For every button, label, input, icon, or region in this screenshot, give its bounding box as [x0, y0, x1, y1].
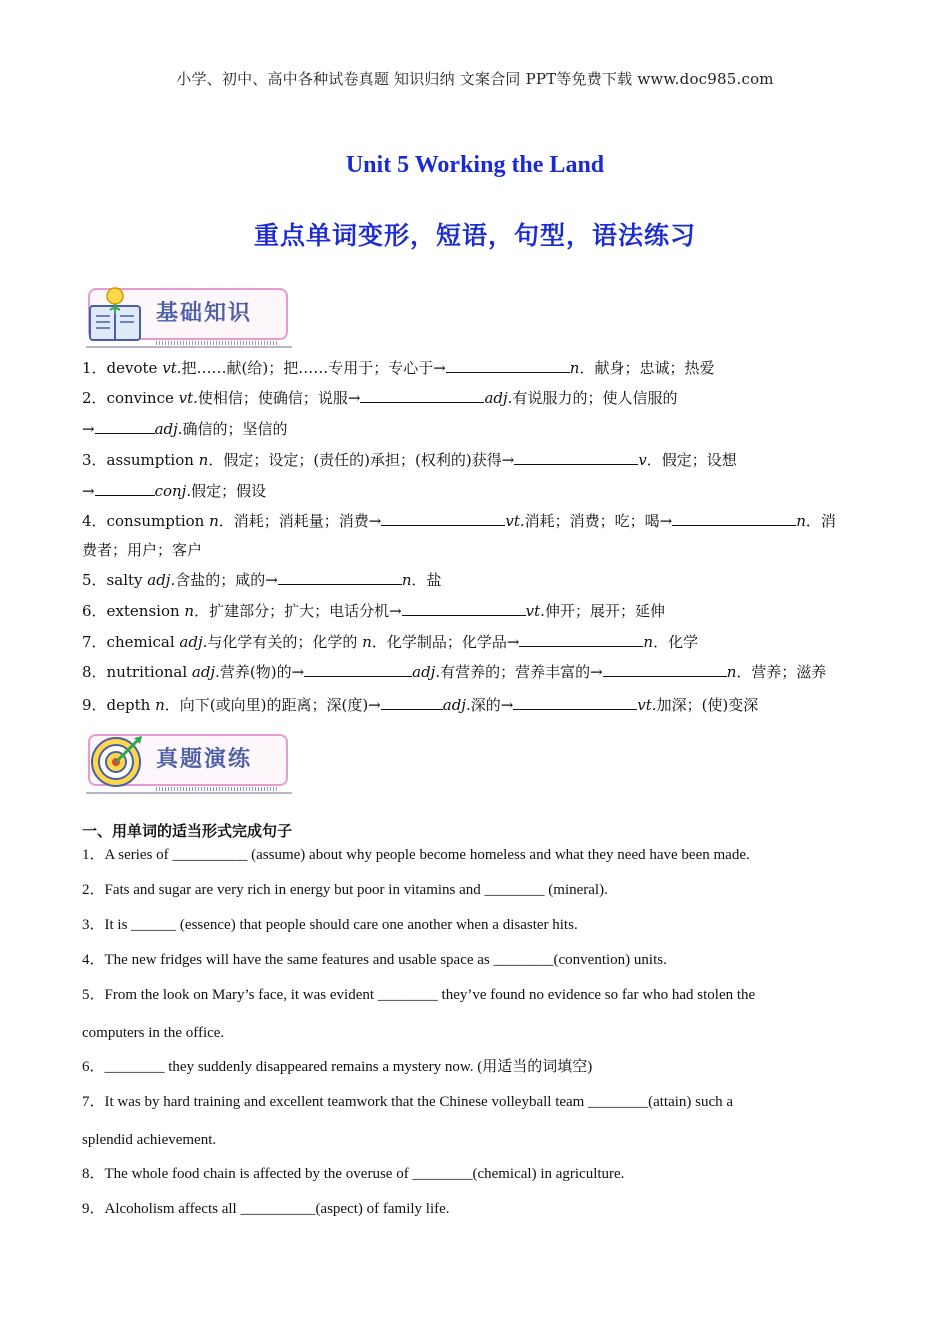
answer-blank[interactable]	[402, 602, 526, 616]
vocab-item-9: 9．depth n．向下(或向里)的距离；深(度)→ adj.深的→ vt.加深；(使)变深	[82, 696, 759, 714]
vocab-item-6: 6．extension n．扩建部分；扩大；电话分机→ vt.伸开；展开；延伸	[82, 602, 665, 620]
question-9: 9．Alcoholism affects all __________(aspect) of family life.	[82, 1201, 450, 1217]
question-8: 8．The whole food chain is affected by the overuse of ________(chemical) in agriculture.	[82, 1166, 625, 1182]
vocab-item-4-cont: 费者；用户；客户	[82, 541, 203, 559]
answer-blank[interactable]	[519, 633, 643, 647]
answer-blank[interactable]	[278, 571, 402, 585]
section-badge-practice	[82, 730, 292, 796]
vocab-item-5: 5．salty adj.含盐的；咸的→ n．盐	[82, 571, 442, 589]
badge-ticks	[156, 341, 278, 345]
question-4: 4．The new fridges will have the same features and usable space as ________(convention) units.	[82, 952, 667, 968]
answer-blank[interactable]	[603, 663, 727, 677]
question-6: 6．________ they suddenly disappeared remains a mystery now. (用适当的词填空)	[82, 1059, 593, 1075]
answer-blank[interactable]	[381, 512, 505, 526]
badge-ticks	[156, 787, 278, 791]
page-subtitle: 重点单词变形，短语，句型，语法练习	[253, 221, 696, 250]
vocab-item-3: 3．assumption n．假定；设定；(责任的)承担；(权利的)获得→ v．假定；设想	[82, 451, 737, 469]
answer-blank[interactable]	[446, 359, 570, 373]
book-lightbulb-icon	[84, 284, 150, 346]
badge-label: 基础知识	[156, 301, 253, 326]
page-header: 小学、初中、高中各种试卷真题 知识归纳 文案合同 PPT等免费下载 www.doc985.com	[176, 70, 774, 88]
question-3: 3．It is ______ (essence) that people should care one another when a disaster hits.	[82, 917, 578, 933]
answer-blank[interactable]	[95, 482, 155, 496]
question-1: 1．A series of __________ (assume) about why people become homeless and what they need have been made.	[82, 847, 750, 863]
badge-underline	[86, 346, 292, 348]
question-5-cont: computers in the office.	[82, 1025, 225, 1041]
target-icon	[84, 730, 150, 792]
question-2: 2．Fats and sugar are very rich in energy but poor in vitamins and ________ (mineral).	[82, 882, 608, 898]
answer-blank[interactable]	[381, 696, 443, 710]
answer-blank[interactable]	[304, 663, 412, 677]
answer-blank[interactable]	[360, 389, 484, 403]
answer-blank[interactable]	[514, 451, 638, 465]
answer-blank[interactable]	[513, 696, 637, 710]
vocab-item-2-cont: → adj.确信的；坚信的	[82, 420, 288, 438]
badge-underline	[86, 792, 292, 794]
answer-blank[interactable]	[95, 420, 155, 434]
vocab-item-4: 4．consumption n．消耗；消耗量；消费→ vt.消耗；消费；吃；喝→ n．消	[82, 512, 836, 530]
question-5: 5．From the look on Mary’s face, it was evident ________ they’ve found no evidence so far who had stolen the	[82, 987, 756, 1003]
section-heading: 一、用单词的适当形式完成句子	[82, 822, 293, 840]
vocab-item-3-cont: → conj.假定；假设	[82, 482, 267, 500]
vocab-item-2: 2．convince vt.使相信；使确信；说服→ adj.有说服力的；使人信服的	[82, 389, 678, 407]
vocab-item-1: 1．devote vt.把……献(给)；把……专用于；专心于→ n．献身；忠诚；热爱	[82, 359, 715, 377]
section-badge-basics	[82, 284, 292, 350]
answer-blank[interactable]	[672, 512, 796, 526]
badge-label: 真题演练	[156, 747, 253, 772]
question-7-cont: splendid achievement.	[82, 1132, 217, 1148]
vocab-item-8: 8．nutritional adj.营养(物)的→ adj.有营养的；营养丰富的→ n．营养；滋养	[82, 663, 827, 681]
question-7: 7．It was by hard training and excellent teamwork that the Chinese volleyball team ________(attain) such a	[82, 1094, 734, 1110]
page-title: Unit 5 Working the Land	[345, 152, 605, 178]
vocab-item-7: 7．chemical adj.与化学有关的；化学的 n．化学制品；化学品→ n．化学	[82, 633, 699, 651]
